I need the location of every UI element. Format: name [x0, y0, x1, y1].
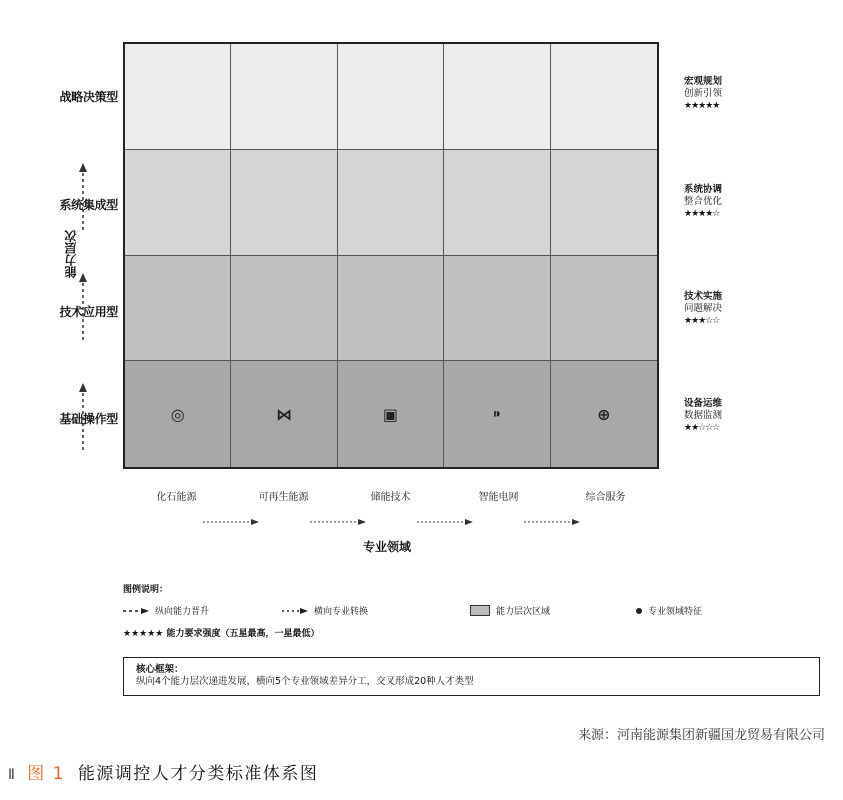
- row-label-strategic: 战略决策型: [59, 90, 118, 104]
- storage-icon: ▣: [382, 404, 399, 424]
- matrix-cell: [551, 256, 657, 362]
- matrix-cell: [551, 150, 657, 256]
- matrix-cell: [231, 150, 337, 256]
- row-label-application: 技术应用型: [59, 305, 118, 319]
- matrix-cell: [231, 361, 337, 467]
- side-note-application: 技术实施 问题解决 ★★★☆☆: [684, 291, 723, 326]
- capability-domain-matrix: [123, 42, 659, 469]
- matrix-cell: [551, 44, 657, 150]
- matrix-cell: [338, 44, 444, 150]
- matrix-cell: [125, 150, 231, 256]
- side-note-strategic: 宏观规划 创新引领 ★★★★★: [684, 76, 723, 111]
- core-framework-box: [123, 657, 820, 696]
- core-text: 纵向4个能力层次递进发展，横向5个专业领域差异分工，交叉形成20种人才类型: [136, 676, 474, 687]
- caption-text: 能源调控人才分类标准体系图: [77, 764, 319, 784]
- legend-stars: ★★★★★ 能力要求强度（五星最高，一星最低）: [123, 629, 320, 639]
- source-note: 来源：河南能源集团新疆国龙贸易有限公司: [577, 728, 825, 743]
- matrix-cell: [231, 256, 337, 362]
- matrix-cell: [125, 361, 231, 467]
- grey-box-icon: [470, 605, 490, 616]
- matrix-cell: [444, 256, 550, 362]
- col-label-fossil: 化石能源: [156, 492, 197, 503]
- side-note-operation: 设备运维 数据监测 ★★☆☆☆: [684, 398, 723, 433]
- matrix-cell: [444, 361, 550, 467]
- smart-grid-icon: ⁍: [492, 404, 501, 424]
- caption-mark: Ⅱ: [8, 767, 17, 783]
- core-title: 核心框架：: [136, 664, 184, 675]
- col-label-smart-grid: 智能电网: [478, 492, 519, 503]
- dot-icon: [636, 608, 642, 614]
- legend-vertical: 纵向能力晋升: [123, 604, 209, 617]
- renewable-energy-icon: ⋈: [276, 404, 293, 424]
- legend-region: 能力层次区域: [470, 604, 550, 617]
- x-axis-title: 专业领域: [363, 540, 412, 554]
- matrix-cell: [338, 150, 444, 256]
- matrix-cell: [551, 361, 657, 467]
- caption-number: 图 1: [27, 764, 66, 784]
- y-axis-title: 能力层次: [64, 230, 78, 278]
- vertical-progression-arrows: [76, 160, 90, 460]
- legend-feature: 专业领域特征: [636, 604, 702, 617]
- horizontal-transfer-arrows: [195, 517, 595, 527]
- row-label-integration: 系统集成型: [59, 198, 118, 212]
- row-label-operation: 基础操作型: [59, 412, 118, 426]
- dashed-arrow-icon: [123, 607, 149, 615]
- matrix-cell: [444, 44, 550, 150]
- col-label-renewable: 可再生能源: [258, 492, 309, 503]
- col-label-service: 综合服务: [585, 492, 626, 503]
- service-icon: ⊕: [597, 404, 611, 424]
- side-note-integration: 系统协调 整合优化 ★★★★☆: [684, 184, 723, 219]
- matrix-cell: [444, 150, 550, 256]
- legend-title: 图例说明：: [123, 585, 169, 595]
- fossil-energy-icon: ◎: [170, 404, 185, 424]
- dotted-arrow-icon: [282, 607, 308, 615]
- matrix-cell: [125, 256, 231, 362]
- matrix-cell: [231, 44, 337, 150]
- matrix-cell: [338, 256, 444, 362]
- figure-caption: [8, 759, 318, 784]
- matrix-cell: [338, 361, 444, 467]
- col-label-storage: 储能技术: [370, 492, 411, 503]
- legend-horizontal: 横向专业转换: [282, 604, 368, 617]
- matrix-cell: [125, 44, 231, 150]
